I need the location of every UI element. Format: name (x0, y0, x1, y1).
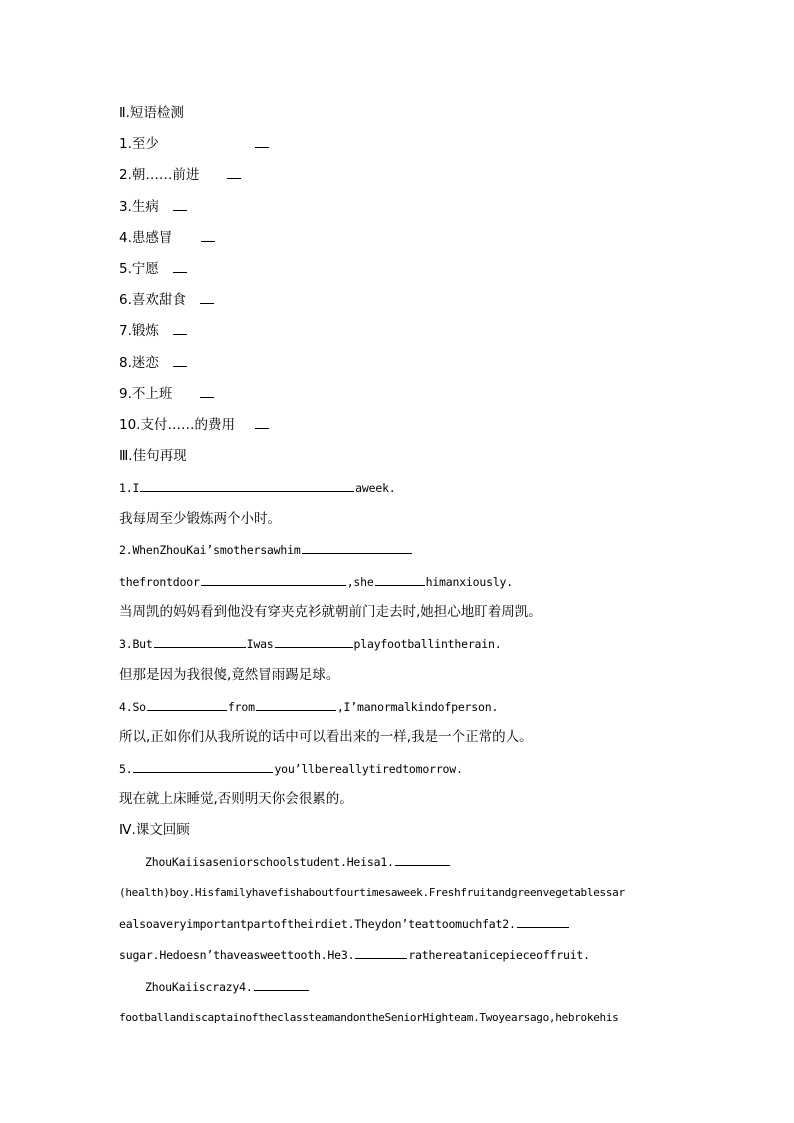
sentence-5-translation: 现在就上床睡觉,否则明天你会很累的。 (119, 791, 353, 807)
sentence-text: you’llbereallytiredtomorrow. (274, 762, 463, 776)
passage-line-1 (145, 853, 451, 871)
sentence-text: 2.WhenZhouKai’smothersawhim (119, 543, 301, 557)
phrase-item-1 (119, 135, 269, 153)
sentence-text: 5. (119, 762, 133, 776)
phrase-item-7 (119, 322, 187, 340)
sentence-5 (119, 760, 463, 778)
answer-blank[interactable] (173, 354, 187, 367)
answer-blank[interactable] (375, 573, 425, 586)
answer-blank[interactable] (173, 322, 187, 335)
answer-blank[interactable] (227, 166, 241, 179)
sentence-text: 1.I (119, 481, 140, 495)
answer-blank-3[interactable] (355, 946, 407, 959)
sentence-text: himanxiously. (425, 575, 514, 589)
answer-blank[interactable] (201, 229, 215, 242)
sentence-1-translation: 我每周至少锻炼两个小时。 (119, 511, 281, 527)
sentence-text: aweek. (355, 481, 396, 495)
sentence-2-line1 (119, 541, 413, 559)
sentence-1 (119, 479, 396, 497)
section4-heading: Ⅳ.课文回顾 (119, 822, 190, 838)
phrase-item-6 (119, 291, 214, 309)
phrase-text: 3.生病 (119, 199, 159, 215)
answer-blank[interactable] (154, 635, 246, 648)
answer-blank[interactable] (133, 760, 273, 773)
answer-blank-4[interactable] (254, 978, 309, 991)
answer-blank-1[interactable] (395, 853, 450, 866)
answer-blank[interactable] (255, 135, 269, 148)
phrase-text: 9.不上班 (119, 386, 173, 402)
answer-blank[interactable] (255, 416, 269, 429)
sentence-3-translation: 但那是因为我很傻,竟然冒雨踢足球。 (119, 667, 340, 683)
passage-line-2: (health)boy.Hisfamilyhavefishaboutfourtimesaweek.Freshfruitandgreenvegetablessar (119, 886, 625, 899)
sentence-text: 4.So (119, 700, 146, 714)
answer-blank[interactable] (147, 698, 227, 711)
sentence-2-translation: 当周凯的妈妈看到他没有穿夹克衫就朝前门走去时,她担心地盯着周凯。 (119, 604, 542, 620)
passage-line-4 (119, 946, 590, 964)
sentence-2-line2 (119, 573, 513, 591)
sentence-text: playfootballintherain. (353, 637, 502, 651)
answer-blank[interactable] (200, 385, 214, 398)
answer-blank[interactable] (201, 573, 346, 586)
sentence-text: thefrontdoor (119, 575, 200, 589)
phrase-text: 4.患感冒 (119, 230, 173, 246)
sentence-4 (119, 698, 498, 716)
passage-line-5 (145, 978, 310, 996)
phrase-item-2 (119, 166, 241, 184)
sentence-text: ,I’manormalkindofperson. (336, 700, 499, 714)
phrase-text: 6.喜欢甜食 (119, 292, 186, 308)
sentence-text: ,she (346, 575, 374, 589)
section3-heading: Ⅲ.佳句再现 (119, 448, 187, 464)
passage-line-3 (119, 915, 570, 933)
sentence-text: from (227, 700, 255, 714)
phrase-item-9 (119, 385, 214, 403)
sentence-text: 3.But (119, 637, 153, 651)
phrase-text: 1.至少 (119, 136, 159, 152)
sentence-text: Iwas (246, 637, 274, 651)
passage-text: ZhouKaiiscrazy4. (145, 980, 253, 994)
section2-heading: Ⅱ.短语检测 (119, 105, 184, 121)
sentence-3 (119, 635, 501, 653)
phrase-text: 5.宁愿 (119, 261, 159, 277)
passage-line-6: footballandiscaptainoftheclassteamandontheSeniorHighteam.Twoyearsago,hebrokehis (119, 1011, 619, 1024)
answer-blank[interactable] (302, 541, 412, 554)
answer-blank[interactable] (173, 198, 187, 211)
phrase-text: 8.迷恋 (119, 355, 159, 371)
answer-blank[interactable] (200, 291, 214, 304)
phrase-item-5 (119, 260, 187, 278)
phrase-item-8 (119, 354, 187, 372)
passage-text: rathereatanicepieceoffruit. (408, 948, 590, 962)
phrase-item-10 (119, 416, 269, 434)
passage-text: ZhouKaiisaseniorschoolstudent.Heisa1. (145, 855, 394, 869)
sentence-4-translation: 所以,正如你们从我所说的话中可以看出来的一样,我是一个正常的人。 (119, 729, 533, 745)
phrase-item-4 (119, 229, 215, 247)
phrase-text: 10.支付……的费用 (119, 417, 235, 433)
phrase-text: 7.锻炼 (119, 323, 159, 339)
passage-text: sugar.Hedoesn’thaveasweettooth.He3. (119, 948, 355, 962)
answer-blank[interactable] (256, 698, 336, 711)
answer-blank[interactable] (173, 260, 187, 273)
answer-blank[interactable] (275, 635, 353, 648)
phrase-item-3 (119, 198, 187, 216)
phrase-text: 2.朝……前进 (119, 167, 200, 183)
answer-blank-2[interactable] (517, 915, 569, 928)
passage-text: ealsoaveryimportantpartoftheirdiet.Theydon’teattoomuchfat2. (119, 917, 516, 931)
answer-blank[interactable] (140, 479, 354, 492)
